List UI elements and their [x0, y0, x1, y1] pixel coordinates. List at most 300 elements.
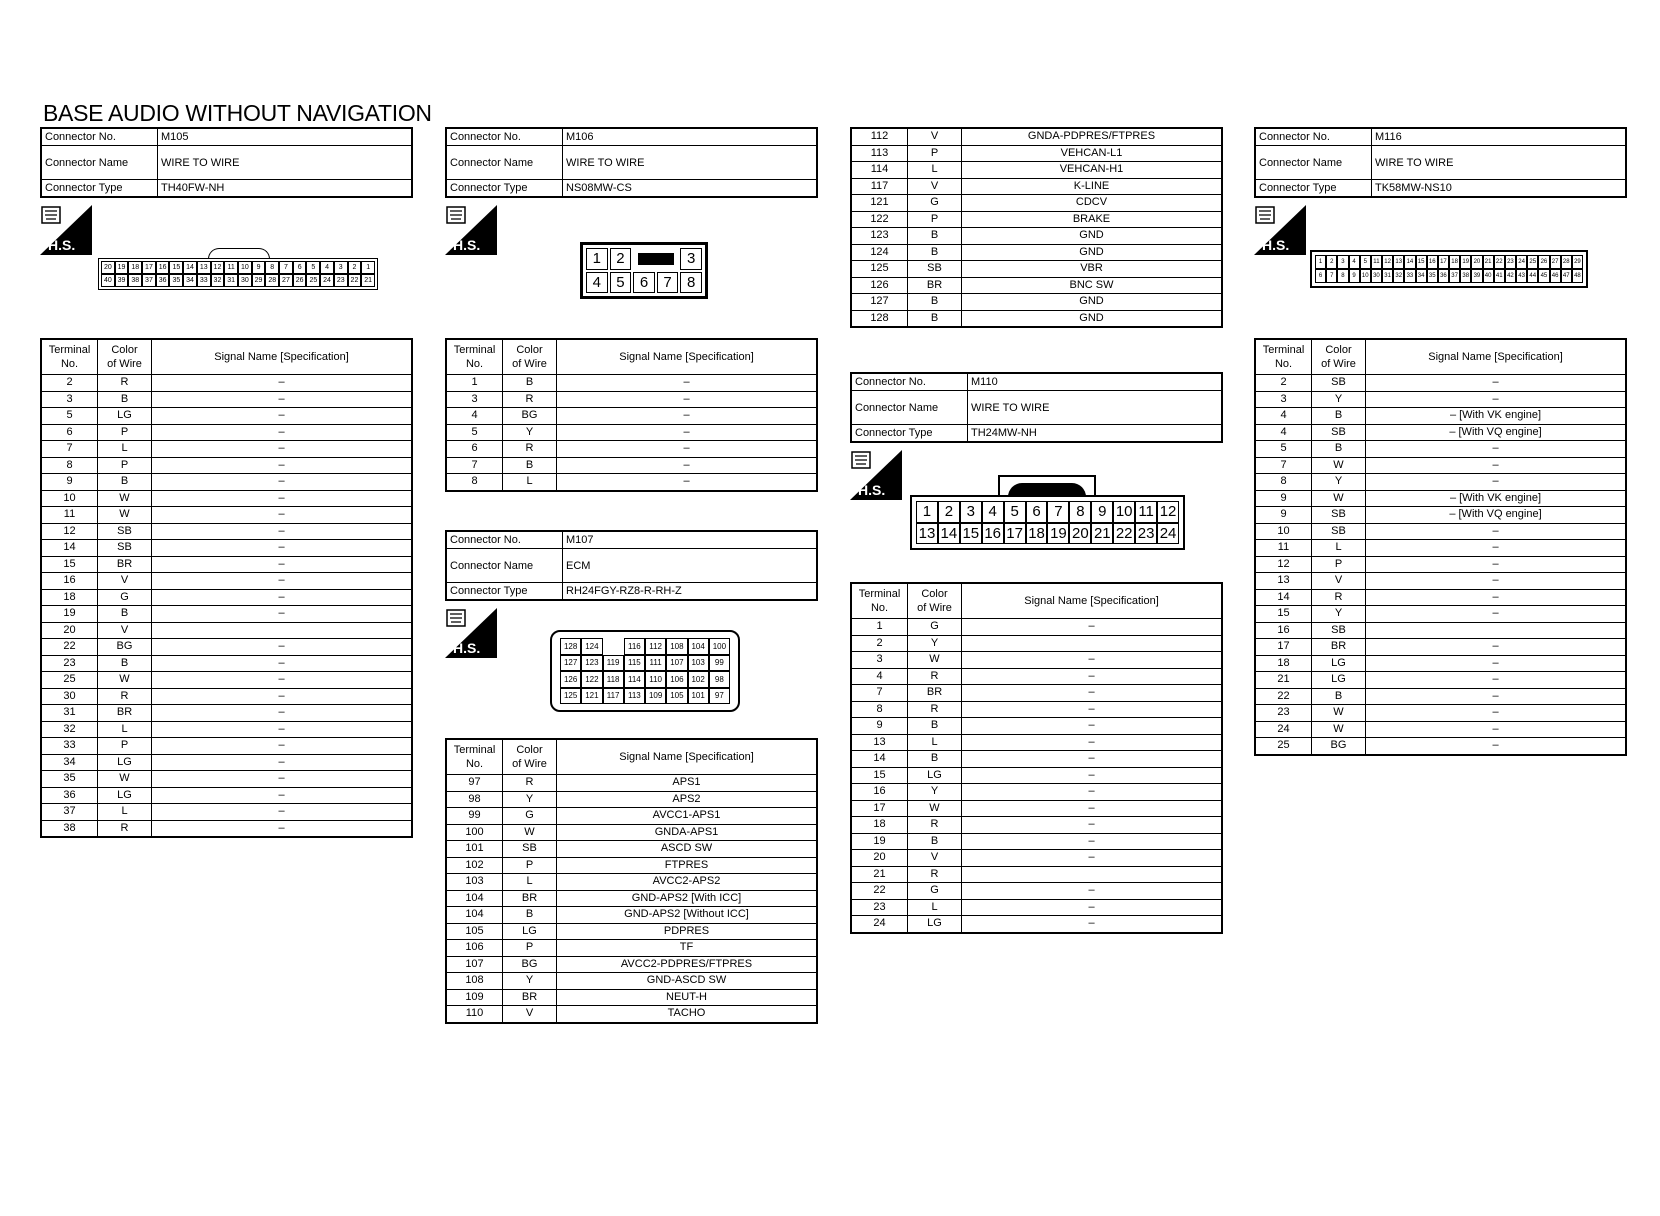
table-row [1255, 391, 1626, 408]
signal-name-cell: – [962, 701, 1223, 718]
table-row [446, 375, 817, 392]
m105-terminal-section [40, 338, 413, 838]
wire-color-cell: Y [1312, 474, 1366, 491]
wire-color-cell: LG [1312, 672, 1366, 689]
signal-name-cell: – [1366, 639, 1627, 656]
connector-pin: 9 [1349, 269, 1360, 283]
connector-m116 [1254, 127, 1627, 198]
wire-color-cell: P [503, 857, 557, 874]
connector-pin: 8 [680, 272, 702, 294]
table-row [41, 622, 412, 639]
connector-pin: 5 [610, 272, 632, 294]
connector-pin: 118 [603, 671, 624, 688]
terminal-no-cell: 9 [1255, 507, 1312, 524]
table-row [1255, 705, 1626, 722]
connector-pin: 97 [709, 688, 730, 705]
terminal-no-cell: 109 [446, 989, 503, 1006]
table-row [41, 688, 412, 705]
m107-terminal-section [445, 738, 818, 1024]
terminal-no-cell: 34 [41, 754, 98, 771]
wire-color-header: Color of Wire [98, 339, 152, 375]
terminal-no-cell: 123 [851, 228, 908, 245]
signal-name-cell: GND-APS2 [With ICC] [557, 890, 818, 907]
connector-type-value: NS08MW-CS [563, 180, 818, 198]
signal-name-cell: – [1366, 457, 1627, 474]
terminal-no-cell: 104 [446, 890, 503, 907]
table-row [851, 277, 1222, 294]
signal-name-cell: – [152, 639, 413, 656]
table-row [1255, 639, 1626, 656]
table-row [41, 820, 412, 837]
connector-pin: 10 [238, 261, 252, 274]
wire-color-cell: LG [98, 408, 152, 425]
table-row [446, 808, 817, 825]
table-row [41, 754, 412, 771]
connector-pin: 20 [101, 261, 115, 274]
connector-pin: 6 [1026, 501, 1048, 523]
connector-pin: 45 [1538, 269, 1549, 283]
table-row [446, 457, 817, 474]
wire-color-cell: R [908, 701, 962, 718]
terminal-no-cell: 23 [851, 899, 908, 916]
table-row [446, 890, 817, 907]
wire-color-cell: G [908, 195, 962, 212]
signal-name-cell: – [152, 424, 413, 441]
connector-pin: 30 [1371, 269, 1382, 283]
terminal-no-cell: 8 [446, 474, 503, 491]
table-row [1255, 573, 1626, 590]
terminal-no-cell: 11 [41, 507, 98, 524]
connector-info-table [445, 530, 818, 601]
connector-pin: 116 [624, 638, 645, 655]
signal-name-cell: GND [962, 244, 1223, 261]
table-row [41, 771, 412, 788]
connector-pin: 128 [560, 638, 581, 655]
table-row [41, 507, 412, 524]
table-row [446, 775, 817, 792]
connector-key [633, 248, 678, 270]
connector-pin: 9 [252, 261, 266, 274]
connector-m106 [445, 127, 818, 198]
wire-color-cell: BR [908, 685, 962, 702]
connector-pin: 115 [624, 655, 645, 672]
connector-pin: 12 [1382, 255, 1393, 269]
signal-name-cell: BRAKE [962, 211, 1223, 228]
connector-pin: 15 [1416, 255, 1427, 269]
table-row [1255, 721, 1626, 738]
wire-color-cell: B [908, 228, 962, 245]
table-row [851, 899, 1222, 916]
table-row [41, 556, 412, 573]
signal-name-cell: – [152, 507, 413, 524]
connector-pin: 43 [1516, 269, 1527, 283]
terminal-no-cell: 2 [1255, 375, 1312, 392]
terminal-no-cell: 107 [446, 956, 503, 973]
table-row [1255, 540, 1626, 557]
wire-color-cell: R [1312, 589, 1366, 606]
connector-pin: 29 [252, 274, 266, 287]
connector-pin: 19 [1047, 523, 1069, 545]
connector-pin: 48 [1572, 269, 1583, 283]
terminal-no-cell: 22 [851, 883, 908, 900]
wire-color-cell: W [98, 507, 152, 524]
terminal-no-cell: 100 [446, 824, 503, 841]
connector-pin: 5 [1004, 501, 1026, 523]
terminal-no-header: Terminal No. [446, 739, 503, 775]
terminal-no-cell: 31 [41, 705, 98, 722]
connector-pin: 28 [265, 274, 279, 287]
connector-pin: 104 [688, 638, 709, 655]
table-row [446, 989, 817, 1006]
connector-pin: 22 [1494, 255, 1505, 269]
connector-type-value: RH24FGY-RZ8-R-RH-Z [563, 583, 818, 601]
m107-terminal-table [445, 738, 818, 1024]
signal-name-cell: – [152, 523, 413, 540]
table-row [41, 375, 412, 392]
hs-icon [40, 205, 92, 255]
wire-color-cell: W [98, 672, 152, 689]
table-row [851, 228, 1222, 245]
connector-pin: 13 [1393, 255, 1404, 269]
signal-name-cell: AVCC1-APS1 [557, 808, 818, 825]
table-row [41, 672, 412, 689]
wire-color-cell: G [908, 883, 962, 900]
connector-pin: 41 [1494, 269, 1505, 283]
terminal-no-cell: 4 [1255, 424, 1312, 441]
terminal-no-cell: 10 [41, 490, 98, 507]
connector-pin: 13 [197, 261, 211, 274]
connector-pin: 1 [1315, 255, 1326, 269]
table-row [1255, 408, 1626, 425]
connector-name-value: WIRE TO WIRE [1372, 146, 1627, 180]
connector-pin: 11 [1371, 255, 1382, 269]
table-row [851, 866, 1222, 883]
terminal-no-cell: 14 [1255, 589, 1312, 606]
signal-name-cell: ASCD SW [557, 841, 818, 858]
signal-name-cell: – [962, 916, 1223, 933]
signal-name-cell: BNC SW [962, 277, 1223, 294]
connector-no-value: M110 [968, 373, 1223, 391]
connector-pin: 23 [1135, 523, 1157, 545]
signal-name-cell: – [152, 573, 413, 590]
page-title: BASE AUDIO WITHOUT NAVIGATION [43, 100, 432, 126]
connector-pin: 33 [197, 274, 211, 287]
signal-name-cell: – [With VQ engine] [1366, 424, 1627, 441]
table-row [851, 817, 1222, 834]
signal-name-cell [1366, 622, 1627, 639]
wire-color-cell: B [98, 606, 152, 623]
terminal-no-cell: 97 [446, 775, 503, 792]
wire-color-cell: SB [1312, 523, 1366, 540]
connector-pin: 1 [586, 248, 608, 270]
terminal-no-cell: 5 [1255, 441, 1312, 458]
signal-name-cell: – [1366, 391, 1627, 408]
connector-pin: 3 [1337, 255, 1348, 269]
signal-name-cell: – [962, 784, 1223, 801]
connector-body [910, 495, 1185, 550]
wire-color-cell: LG [908, 767, 962, 784]
table-row [1255, 441, 1626, 458]
wire-color-cell: B [908, 751, 962, 768]
connector-body [583, 245, 705, 296]
wire-color-cell: SB [1312, 622, 1366, 639]
wire-color-cell: BG [1312, 738, 1366, 755]
terminal-no-cell: 14 [851, 751, 908, 768]
connector-pin: 8 [1337, 269, 1348, 283]
connector-pin: 47 [1561, 269, 1572, 283]
connector-m107 [445, 530, 818, 601]
signal-name-header: Signal Name [Specification] [962, 583, 1223, 619]
table-row [41, 540, 412, 557]
table-row [446, 441, 817, 458]
connector-pin: 16 [1427, 255, 1438, 269]
terminal-no-cell: 128 [851, 310, 908, 327]
wire-color-cell: L [98, 721, 152, 738]
table-row [446, 874, 817, 891]
wire-color-cell: B [1312, 441, 1366, 458]
connector-pin: 19 [115, 261, 129, 274]
wire-color-cell: G [503, 808, 557, 825]
m107-continued-table [850, 127, 1223, 328]
table-row [446, 1006, 817, 1023]
connector-pin: 23 [1505, 255, 1516, 269]
signal-name-header: Signal Name [Specification] [557, 339, 818, 375]
terminal-no-cell: 16 [851, 784, 908, 801]
table-row [41, 391, 412, 408]
connector-pin: 21 [1483, 255, 1494, 269]
connector-pin: 32 [211, 274, 225, 287]
signal-name-header: Signal Name [Specification] [1366, 339, 1627, 375]
connector-pin: 28 [1561, 255, 1572, 269]
wire-color-cell: B [503, 375, 557, 392]
table-row [851, 883, 1222, 900]
connector-pin: 38 [1460, 269, 1471, 283]
wire-color-cell: SB [908, 261, 962, 278]
m110-terminal-section [850, 582, 1223, 934]
wire-color-cell: P [1312, 556, 1366, 573]
connector-pin: 26 [293, 274, 307, 287]
terminal-no-cell: 7 [1255, 457, 1312, 474]
wire-color-cell: L [503, 874, 557, 891]
wire-color-cell: B [98, 474, 152, 491]
terminal-no-cell: 11 [1255, 540, 1312, 557]
wire-color-cell: L [503, 474, 557, 491]
connector-pin: 23 [334, 274, 348, 287]
wire-color-cell: LG [503, 923, 557, 940]
wire-color-cell: L [98, 441, 152, 458]
wire-color-cell: L [908, 899, 962, 916]
wire-color-cell: G [908, 619, 962, 636]
wire-color-cell: W [1312, 490, 1366, 507]
signal-name-cell: – [152, 787, 413, 804]
connector-pin: 122 [581, 671, 602, 688]
table-row [41, 523, 412, 540]
wire-color-header: Color of Wire [908, 583, 962, 619]
wire-color-cell: R [503, 441, 557, 458]
terminal-no-cell: 24 [1255, 721, 1312, 738]
connector-pin: 6 [293, 261, 307, 274]
connector-pin: 4 [982, 501, 1004, 523]
wire-color-cell: B [1312, 408, 1366, 425]
connector-name-label: Connector Name [446, 146, 563, 180]
connector-pin: 2 [610, 248, 632, 270]
signal-name-cell: – [962, 850, 1223, 867]
wire-color-cell: V [908, 178, 962, 195]
m116-terminal-section [1254, 338, 1627, 756]
terminal-no-cell: 23 [1255, 705, 1312, 722]
table-row [41, 589, 412, 606]
wire-color-cell: SB [98, 540, 152, 557]
connector-pin: 2 [348, 261, 362, 274]
connector-type-value: TH24MW-NH [968, 425, 1223, 443]
connector-pin: 6 [1315, 269, 1326, 283]
connector-pin: 39 [1471, 269, 1482, 283]
wire-color-header: Color of Wire [503, 339, 557, 375]
wire-color-cell: B [908, 294, 962, 311]
table-row [851, 767, 1222, 784]
connector-pin: 106 [666, 671, 687, 688]
terminal-no-cell: 127 [851, 294, 908, 311]
table-row [41, 738, 412, 755]
connector-body [560, 638, 730, 704]
svg-text:H.S.: H.S. [1262, 237, 1290, 253]
terminal-no-cell: 14 [41, 540, 98, 557]
connector-pin: 109 [645, 688, 666, 705]
connector-pin: 12 [211, 261, 225, 274]
connector-pin: 24 [1516, 255, 1527, 269]
signal-name-cell: – [962, 685, 1223, 702]
wire-color-header: Color of Wire [1312, 339, 1366, 375]
signal-name-cell: – [962, 767, 1223, 784]
wire-color-cell: B [98, 655, 152, 672]
connector-pin: 5 [306, 261, 320, 274]
table-row [851, 261, 1222, 278]
signal-name-cell: PDPRES [557, 923, 818, 940]
wire-color-cell: B [98, 391, 152, 408]
table-row [1255, 474, 1626, 491]
wire-color-cell: Y [908, 784, 962, 801]
connector-pin: 123 [581, 655, 602, 672]
signal-name-cell: GND [962, 228, 1223, 245]
connector-no-label: Connector No. [446, 531, 563, 549]
connector-pin: 10 [1360, 269, 1371, 283]
signal-name-cell: – [With VK engine] [1366, 408, 1627, 425]
table-row [851, 145, 1222, 162]
table-row [1255, 738, 1626, 755]
table-row [41, 490, 412, 507]
m105-terminal-table [40, 338, 413, 838]
table-row [851, 833, 1222, 850]
connector-m110 [850, 372, 1223, 443]
connector-pin: 4 [320, 261, 334, 274]
wire-color-cell: R [503, 391, 557, 408]
terminal-no-cell: 102 [446, 857, 503, 874]
table-row [851, 178, 1222, 195]
table-row [446, 857, 817, 874]
connector-pin: 16 [156, 261, 170, 274]
wire-color-cell: L [908, 162, 962, 179]
connector-pin: 17 [142, 261, 156, 274]
connector-pin: 124 [581, 638, 602, 655]
connector-pin: 14 [183, 261, 197, 274]
signal-name-cell: TACHO [557, 1006, 818, 1023]
signal-name-cell: – [1366, 573, 1627, 590]
terminal-no-cell: 106 [446, 940, 503, 957]
wire-color-cell: P [503, 940, 557, 957]
terminal-no-cell: 21 [851, 866, 908, 883]
signal-name-cell: – [1366, 721, 1627, 738]
table-row [1255, 688, 1626, 705]
terminal-no-cell: 112 [851, 128, 908, 145]
terminal-no-cell: 114 [851, 162, 908, 179]
m106-terminal-table [445, 338, 818, 492]
terminal-no-cell: 6 [446, 441, 503, 458]
terminal-no-cell: 25 [41, 672, 98, 689]
wire-color-cell: R [98, 688, 152, 705]
terminal-no-cell: 13 [1255, 573, 1312, 590]
terminal-no-cell: 20 [41, 622, 98, 639]
terminal-no-cell: 122 [851, 211, 908, 228]
terminal-no-cell: 16 [1255, 622, 1312, 639]
connector-name-label: Connector Name [446, 549, 563, 583]
connector-body [98, 258, 378, 290]
terminal-no-cell: 15 [851, 767, 908, 784]
wire-color-cell: L [908, 734, 962, 751]
table-row [851, 310, 1222, 327]
terminal-no-cell: 32 [41, 721, 98, 738]
connector-pin: 20 [1471, 255, 1482, 269]
connector-name-label: Connector Name [1255, 146, 1372, 180]
wire-color-cell: V [503, 1006, 557, 1023]
table-row [1255, 490, 1626, 507]
connector-pin: 34 [1416, 269, 1427, 283]
connector-pin: 98 [709, 671, 730, 688]
connector-pin: 108 [666, 638, 687, 655]
terminal-no-cell: 12 [41, 523, 98, 540]
connector-pin: 37 [142, 274, 156, 287]
signal-name-cell: – [557, 375, 818, 392]
signal-name-cell: AVCC2-PDPRES/FTPRES [557, 956, 818, 973]
m106-connector-face [580, 242, 708, 299]
connector-pin: 101 [688, 688, 709, 705]
connector-no-label: Connector No. [41, 128, 158, 146]
connector-pin: 126 [560, 671, 581, 688]
connector-type-label: Connector Type [851, 425, 968, 443]
signal-name-cell: – [1366, 474, 1627, 491]
terminal-no-cell: 15 [1255, 606, 1312, 623]
hs-icon [1254, 205, 1306, 255]
signal-name-cell: – [962, 619, 1223, 636]
m116-terminal-table [1254, 338, 1627, 756]
connector-pin: 7 [1326, 269, 1337, 283]
connector-pin: 27 [1550, 255, 1561, 269]
signal-name-cell: – [1366, 375, 1627, 392]
connector-name-label: Connector Name [851, 391, 968, 425]
signal-name-cell: – [962, 652, 1223, 669]
wire-color-cell: Y [503, 791, 557, 808]
signal-name-cell: – [152, 556, 413, 573]
table-row [851, 619, 1222, 636]
m105-connector-face [98, 248, 378, 293]
connector-pin: 3 [680, 248, 702, 270]
wire-color-header: Color of Wire [503, 739, 557, 775]
wire-color-cell: V [908, 128, 962, 145]
terminal-no-cell: 1 [446, 375, 503, 392]
terminal-no-cell: 36 [41, 787, 98, 804]
table-row [1255, 424, 1626, 441]
connector-pin: 119 [603, 655, 624, 672]
terminal-no-cell: 4 [851, 668, 908, 685]
